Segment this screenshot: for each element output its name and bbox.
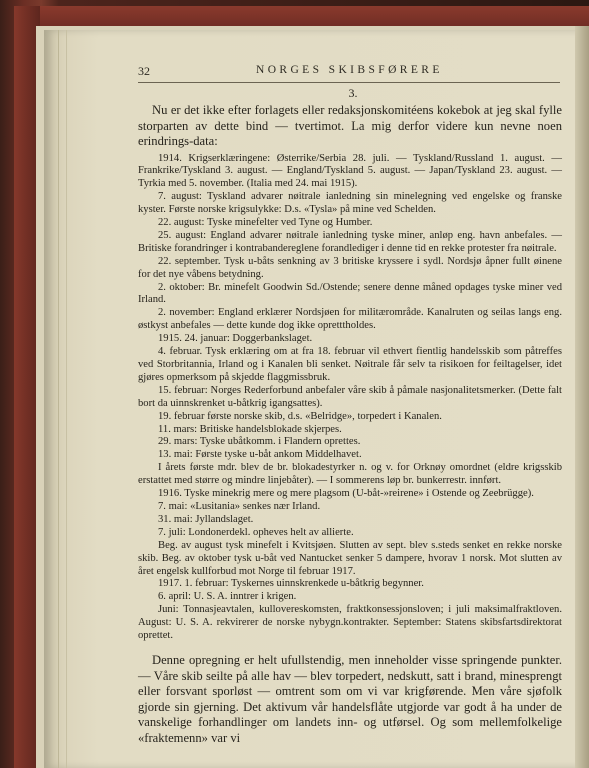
chronology-entry: 1914. Krigserklæringene: Østerrike/Serbia 28. juli. — Tyskland/Russland 1. august. — Frankrike/Tyskland 3. august. — England/Tyskland 5. august. — Japan/Tyskland 23. august. — Tyrkia med 5. november. (Italia med 24. mai 1915). bbox=[138, 152, 562, 190]
chronology-entry: Juni: Tonnasjeavtalen, kullovereskomsten, fraktkonsessjonsloven; i juli maksimalfraktloven. August: U. S. A. rekvirerer de norske nybygn.kontrakter. September: Statens skibsfartsdirektorat oprettet. bbox=[138, 604, 562, 642]
page-right-edge bbox=[575, 26, 589, 768]
chronology-entry: 4. februar. Tysk erklæring om at fra 18. februar vil ethvert fientlig handelsskib som påtreffes ved Storbritannia, Irland og i Kanalen bli senket. Nøitrale får selv ta risikoen for feiltagelser, idet gjøres opmerksom på skjedde flaggmissbruk. bbox=[138, 346, 562, 383]
chronology-entry: 13. mai: Første tyske u-båt ankom Middelhavet. bbox=[158, 449, 362, 461]
chronology-entry: 7. juli: Londonerdekl. opheves helt av allierte. bbox=[158, 526, 354, 538]
chronology-entry: 6. april: U. S. A. inntrer i krigen. bbox=[158, 591, 297, 603]
chronology-entry: 25. august: England advarer nøitrale ianledning tyske miner, anløp eng. havn anbefales. — Britiske forandringer i kontrabandereglene forandlediger i denne tid en rekke protester fra nøitrale. bbox=[138, 229, 562, 254]
chronology-entry: 19. februar første norske skib, d.s. «Belridge», torpedert i Kanalen. bbox=[158, 410, 442, 422]
chronology-entry: 22. august: Tyske minefelter ved Tyne og Humber. bbox=[158, 217, 373, 229]
chronology-entry: 1916. Tyske minekrig mere og mere plagsom (U-båt-»reirene» i Ostende og Zeebrügge). bbox=[158, 488, 534, 500]
page-number: 32 bbox=[138, 64, 150, 78]
chronology-entry: 15. februar: Norges Rederforbund anbefaler våre skib å påmale nasjonalitetsmerker. (Dette falt bort da uinnskrenket u-båtkrig igangsattes). bbox=[138, 384, 562, 409]
running-title: NORGES SKIBSFØRERE bbox=[256, 64, 443, 76]
chronology-entry: 11. mars: Britiske handelsblokade skjerpes. bbox=[158, 423, 342, 435]
running-header bbox=[138, 64, 560, 83]
chronology-entry: 1915. 24. januar: Doggerbankslaget. bbox=[158, 333, 313, 345]
chronology-entry: Beg. av august tysk minefelt i Kvitsjøen. Slutten av sept. blev s.steds senket en rekke norske skib. Beg. av oktober tysk u-båt ved Nantucket senker 5 dampere, hvorav 1 norsk. Mot slutten av året engelsk kullforbud mot Norge til februar 1917. bbox=[138, 539, 562, 577]
chronology-entry: 1917. 1. februar: Tyskernes uinnskrenkede u-båtkrig begynner. bbox=[158, 578, 424, 590]
chronology-entry: 7. august: Tyskland advarer nøitrale ianledning sin minelegning ved engelske og franske kyster. Første norske krigsulykke: D.s. «Tysla» på mine ved Schelden. bbox=[138, 191, 562, 216]
gutter-fold bbox=[58, 30, 59, 768]
page-body bbox=[138, 86, 562, 747]
chronology-entry: 2. november: England erklærer Nordsjøen for militærområde. Kanalruten og seilas langs eng. østkyst anbefales — dette kunde dog ikke opretttholdes. bbox=[138, 307, 562, 332]
chronology-entry: 29. mars: Tyske ubåtkomm. i Flandern oprettes. bbox=[158, 436, 361, 448]
chronology-entry: 31. mai: Jyllandslaget. bbox=[158, 513, 254, 525]
chronology-entry: 7. mai: «Lusitania» senkes nær Irland. bbox=[158, 500, 321, 512]
chronology-entry: 22. september. Tysk u-båts senkning av 3 britiske kryssere i sydl. Nordsjø åpner fullt øinene for det nye våbens betydning. bbox=[138, 255, 562, 280]
intro-paragraph: Nu er det ikke efter forlagets eller redaksjonskomitéens kokebok at jeg skal fylle storparten av dette bind — tvertimot. La mig derfor videre kun nevne noen erindrings-data: bbox=[138, 103, 562, 148]
chronology-entry: I årets første mdr. blev de br. blokadestyrker n. og v. for Orknøy omordnet (eldre krigsskib erstattet med større og mindre linjebåter). — I sommerens løp br. bunkerrestr. innført. bbox=[138, 462, 562, 487]
closing-paragraph: Denne opregning er helt ufullstendig, men inneholder visse springende punkter. — Våre skib seilte på alle hav — blev torpedert, nedskutt, satt i brand, minesprengt eller forsvant sporløst — omtrent som om vi var krigførende. Men våre sjøfolk gjorde sin gjerning. Det aktivum vår handelsflåte utgjorde var godt å ha under de vanskelige forhandlinger om landets inn- og utførsel. Og som mellemfolkelige «fraktemenn» var vi bbox=[138, 652, 562, 745]
gutter-fold-inner bbox=[66, 30, 67, 768]
chronology-entry: 2. oktober: Br. minefelt Goodwin Sd./Ostende; senere denne måned opdages tyske miner ved Irland. bbox=[138, 281, 562, 306]
section-number: 3. bbox=[348, 86, 358, 100]
